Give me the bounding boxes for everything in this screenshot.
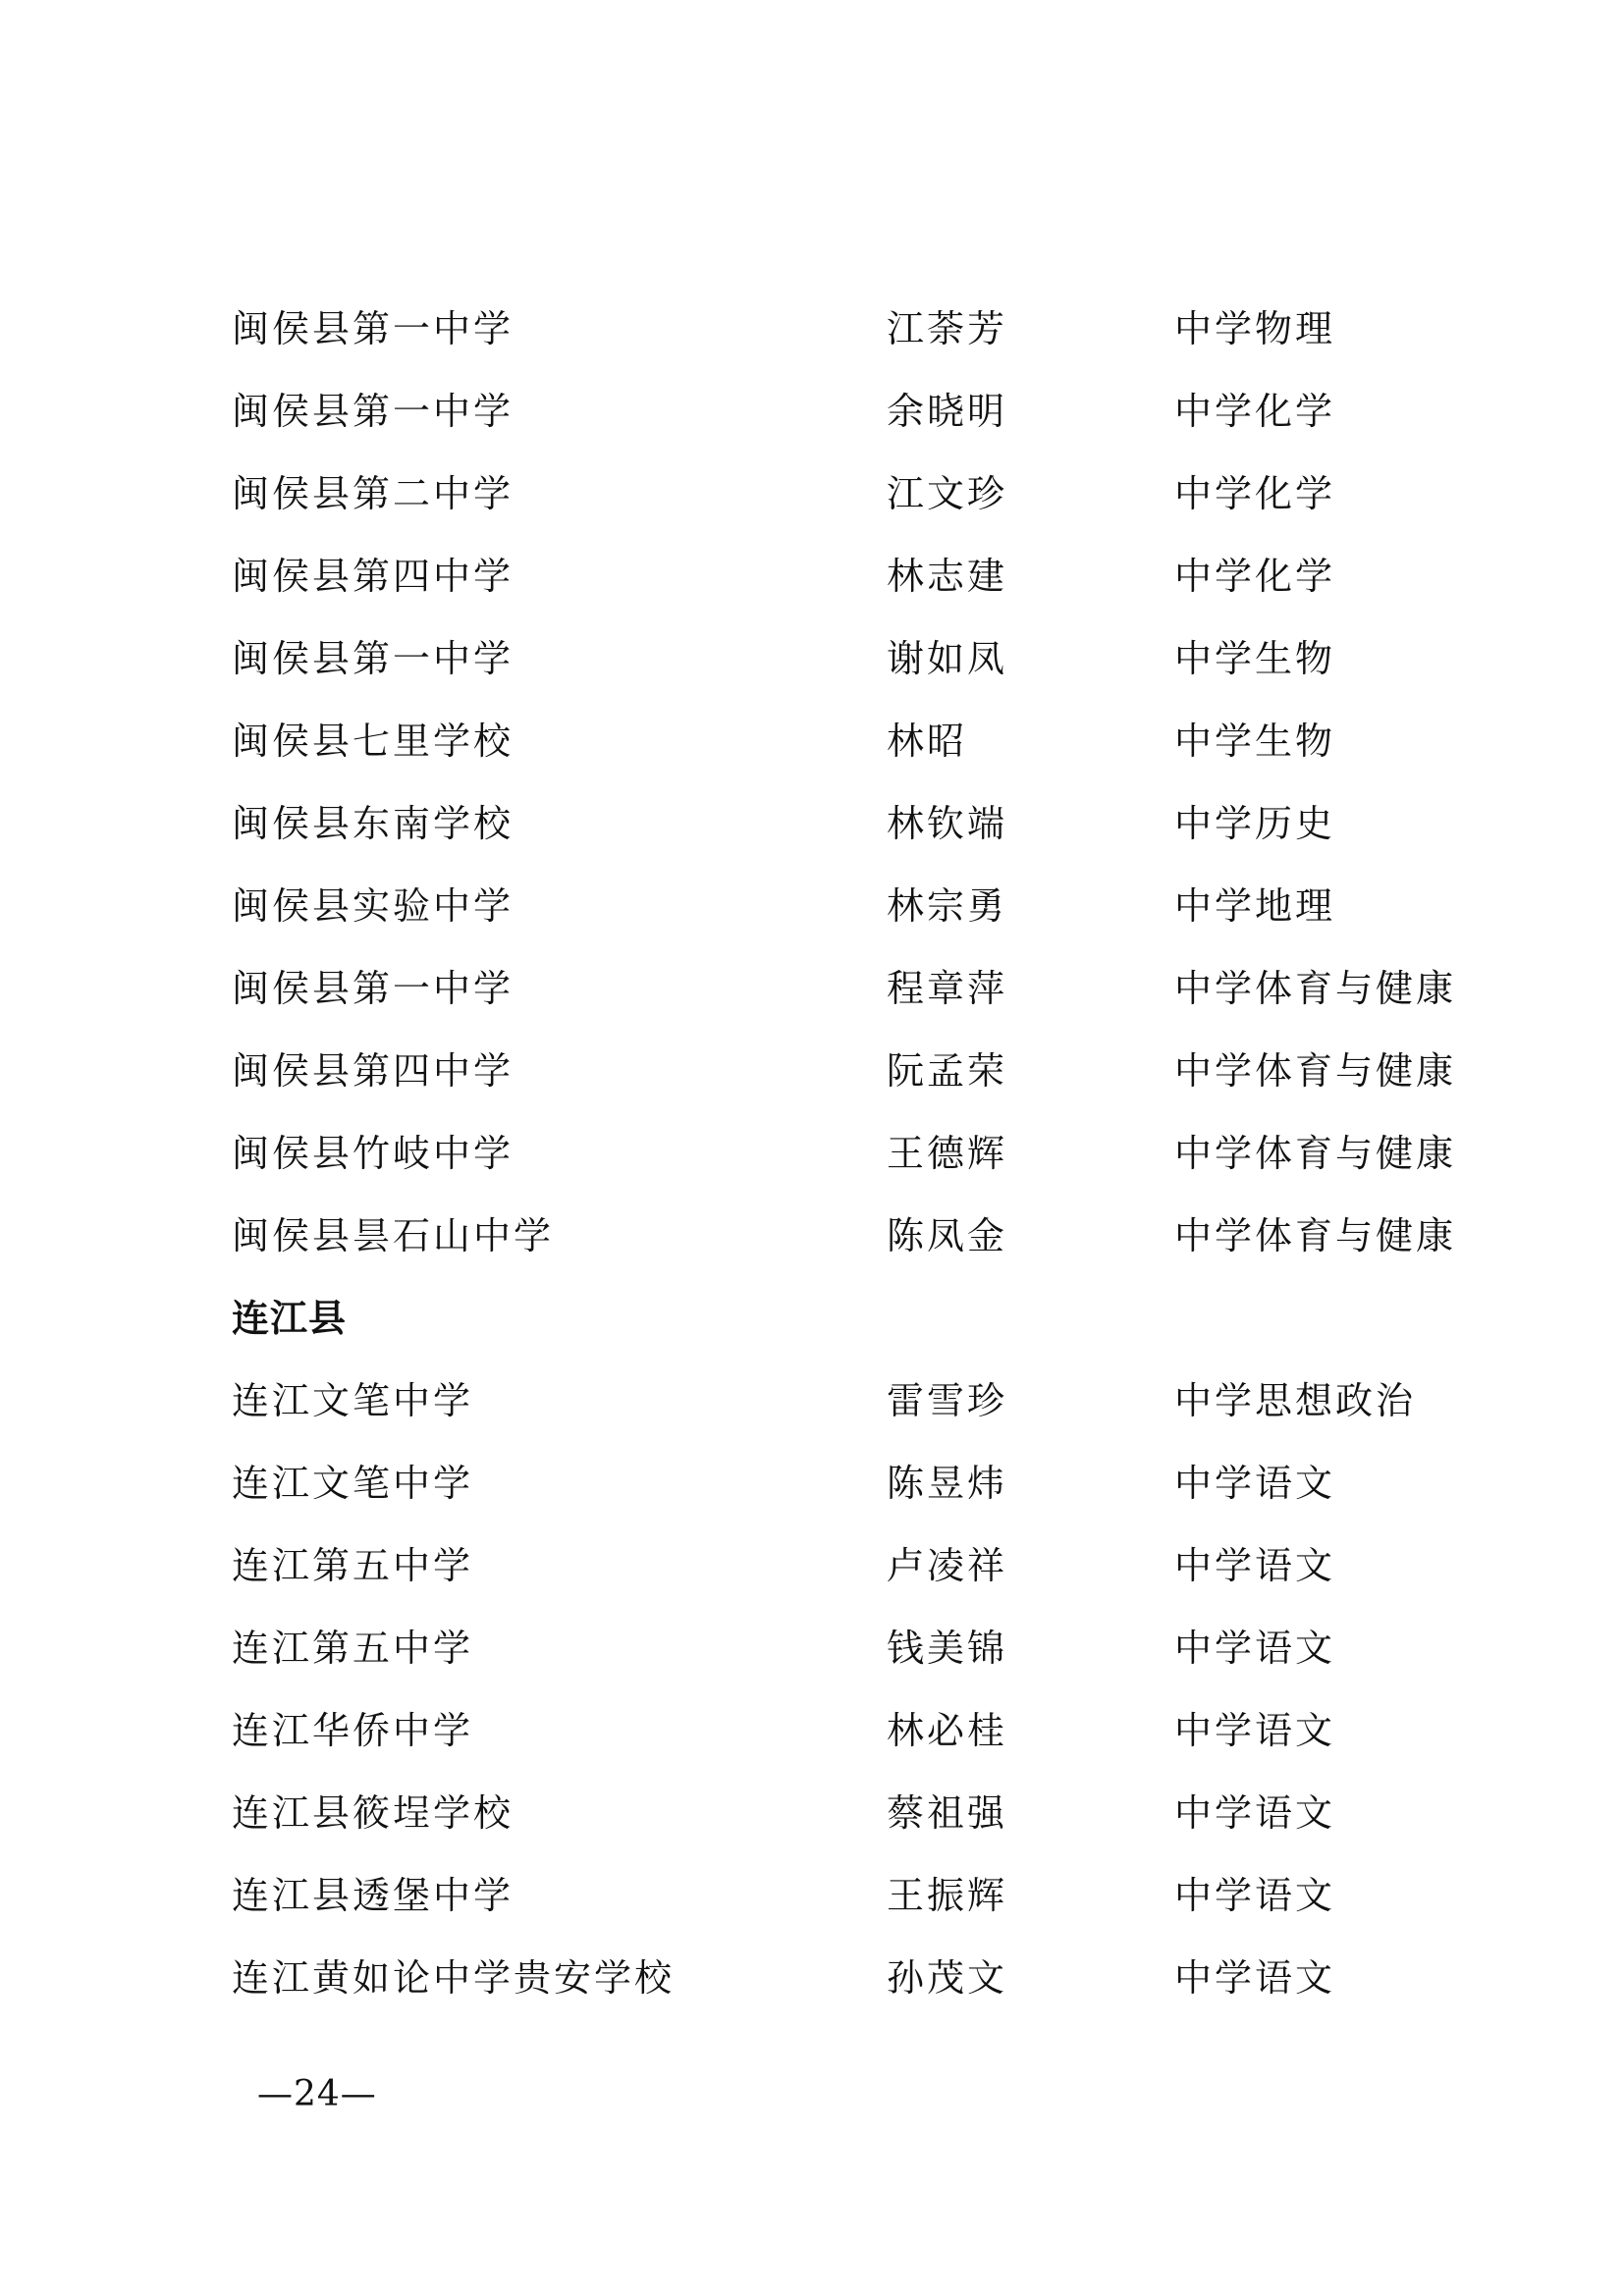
subject-name: 中学语文 [1174, 1709, 1336, 1752]
school-name: 闽侯县七里学校 [232, 720, 514, 763]
table-row [0, 1937, 1624, 2019]
subject-name: 中学语文 [1174, 1627, 1336, 1670]
table-row [0, 1607, 1624, 1689]
table-row [0, 1112, 1624, 1195]
table-row [0, 370, 1624, 453]
subject-name: 中学思想政治 [1174, 1379, 1417, 1422]
person-name: 林昭 [887, 720, 968, 763]
table-row [0, 1195, 1624, 1277]
county-heading: 连江县 [232, 1297, 348, 1340]
person-name: 江荼芳 [887, 307, 1008, 350]
table-row [0, 1772, 1624, 1854]
person-name: 江文珍 [887, 472, 1008, 515]
school-name: 闽侯县第一中学 [232, 390, 514, 433]
table-row [0, 1854, 1624, 1937]
subject-name: 中学化学 [1174, 472, 1336, 515]
subject-name: 中学语文 [1174, 1462, 1336, 1505]
table-row [0, 617, 1624, 700]
school-name: 闽侯县第一中学 [232, 637, 514, 680]
subject-name: 中学地理 [1174, 884, 1336, 928]
person-name: 阮孟荣 [887, 1049, 1008, 1093]
subject-name: 中学生物 [1174, 720, 1336, 763]
person-name: 蔡祖强 [887, 1791, 1008, 1835]
table-row [0, 1524, 1624, 1607]
table-row [0, 535, 1624, 617]
school-name: 闽侯县竹岐中学 [232, 1132, 514, 1175]
subject-name: 中学化学 [1174, 555, 1336, 598]
subject-name: 中学语文 [1174, 1791, 1336, 1835]
school-name: 闽侯县实验中学 [232, 884, 514, 928]
subject-name: 中学历史 [1174, 802, 1336, 845]
person-name: 孙茂文 [887, 1956, 1008, 2000]
school-name: 闽侯县第一中学 [232, 967, 514, 1010]
school-name: 闽侯县第一中学 [232, 307, 514, 350]
table-row [0, 288, 1624, 370]
table-row [0, 865, 1624, 947]
person-name: 王振辉 [887, 1874, 1008, 1917]
person-name: 卢凌祥 [887, 1544, 1008, 1587]
school-name: 连江华侨中学 [232, 1709, 474, 1752]
person-name: 陈凤金 [887, 1214, 1008, 1257]
school-name: 闽侯县第四中学 [232, 555, 514, 598]
table-row [0, 453, 1624, 535]
table-row [0, 782, 1624, 865]
person-name: 林必桂 [887, 1709, 1008, 1752]
person-name: 王德辉 [887, 1132, 1008, 1175]
subject-name: 中学物理 [1174, 307, 1336, 350]
subject-name: 中学化学 [1174, 390, 1336, 433]
person-name: 林志建 [887, 555, 1008, 598]
table-row [0, 947, 1624, 1030]
person-name: 钱美锦 [887, 1627, 1008, 1670]
subject-name: 中学体育与健康 [1174, 1049, 1457, 1093]
school-name: 连江文笔中学 [232, 1379, 474, 1422]
subject-name: 中学语文 [1174, 1956, 1336, 2000]
subject-name: 中学体育与健康 [1174, 1214, 1457, 1257]
school-name: 闽侯县东南学校 [232, 802, 514, 845]
subject-name: 中学体育与健康 [1174, 1132, 1457, 1175]
school-name: 连江文笔中学 [232, 1462, 474, 1505]
school-name: 闽侯县第二中学 [232, 472, 514, 515]
school-name: 连江第五中学 [232, 1627, 474, 1670]
person-name: 程章萍 [887, 967, 1008, 1010]
page-number: —24— [257, 2074, 377, 2114]
school-name: 闽侯县第四中学 [232, 1049, 514, 1093]
person-name: 陈昱炜 [887, 1462, 1008, 1505]
school-name: 连江黄如论中学贵安学校 [232, 1956, 676, 2000]
table-row [0, 1030, 1624, 1112]
subject-name: 中学体育与健康 [1174, 967, 1457, 1010]
subject-name: 中学语文 [1174, 1874, 1336, 1917]
school-name: 连江县筱埕学校 [232, 1791, 514, 1835]
table-row [0, 1360, 1624, 1442]
subject-name: 中学语文 [1174, 1544, 1336, 1587]
person-name: 林宗勇 [887, 884, 1008, 928]
school-name: 连江县透堡中学 [232, 1874, 514, 1917]
person-name: 林钦端 [887, 802, 1008, 845]
table-row [0, 700, 1624, 782]
school-name: 闽侯县昙石山中学 [232, 1214, 555, 1257]
table-row [0, 1689, 1624, 1772]
school-name: 连江第五中学 [232, 1544, 474, 1587]
person-name: 余晓明 [887, 390, 1008, 433]
person-name: 雷雪珍 [887, 1379, 1008, 1422]
table-row [0, 1442, 1624, 1524]
person-name: 谢如凤 [887, 637, 1008, 680]
subject-name: 中学生物 [1174, 637, 1336, 680]
